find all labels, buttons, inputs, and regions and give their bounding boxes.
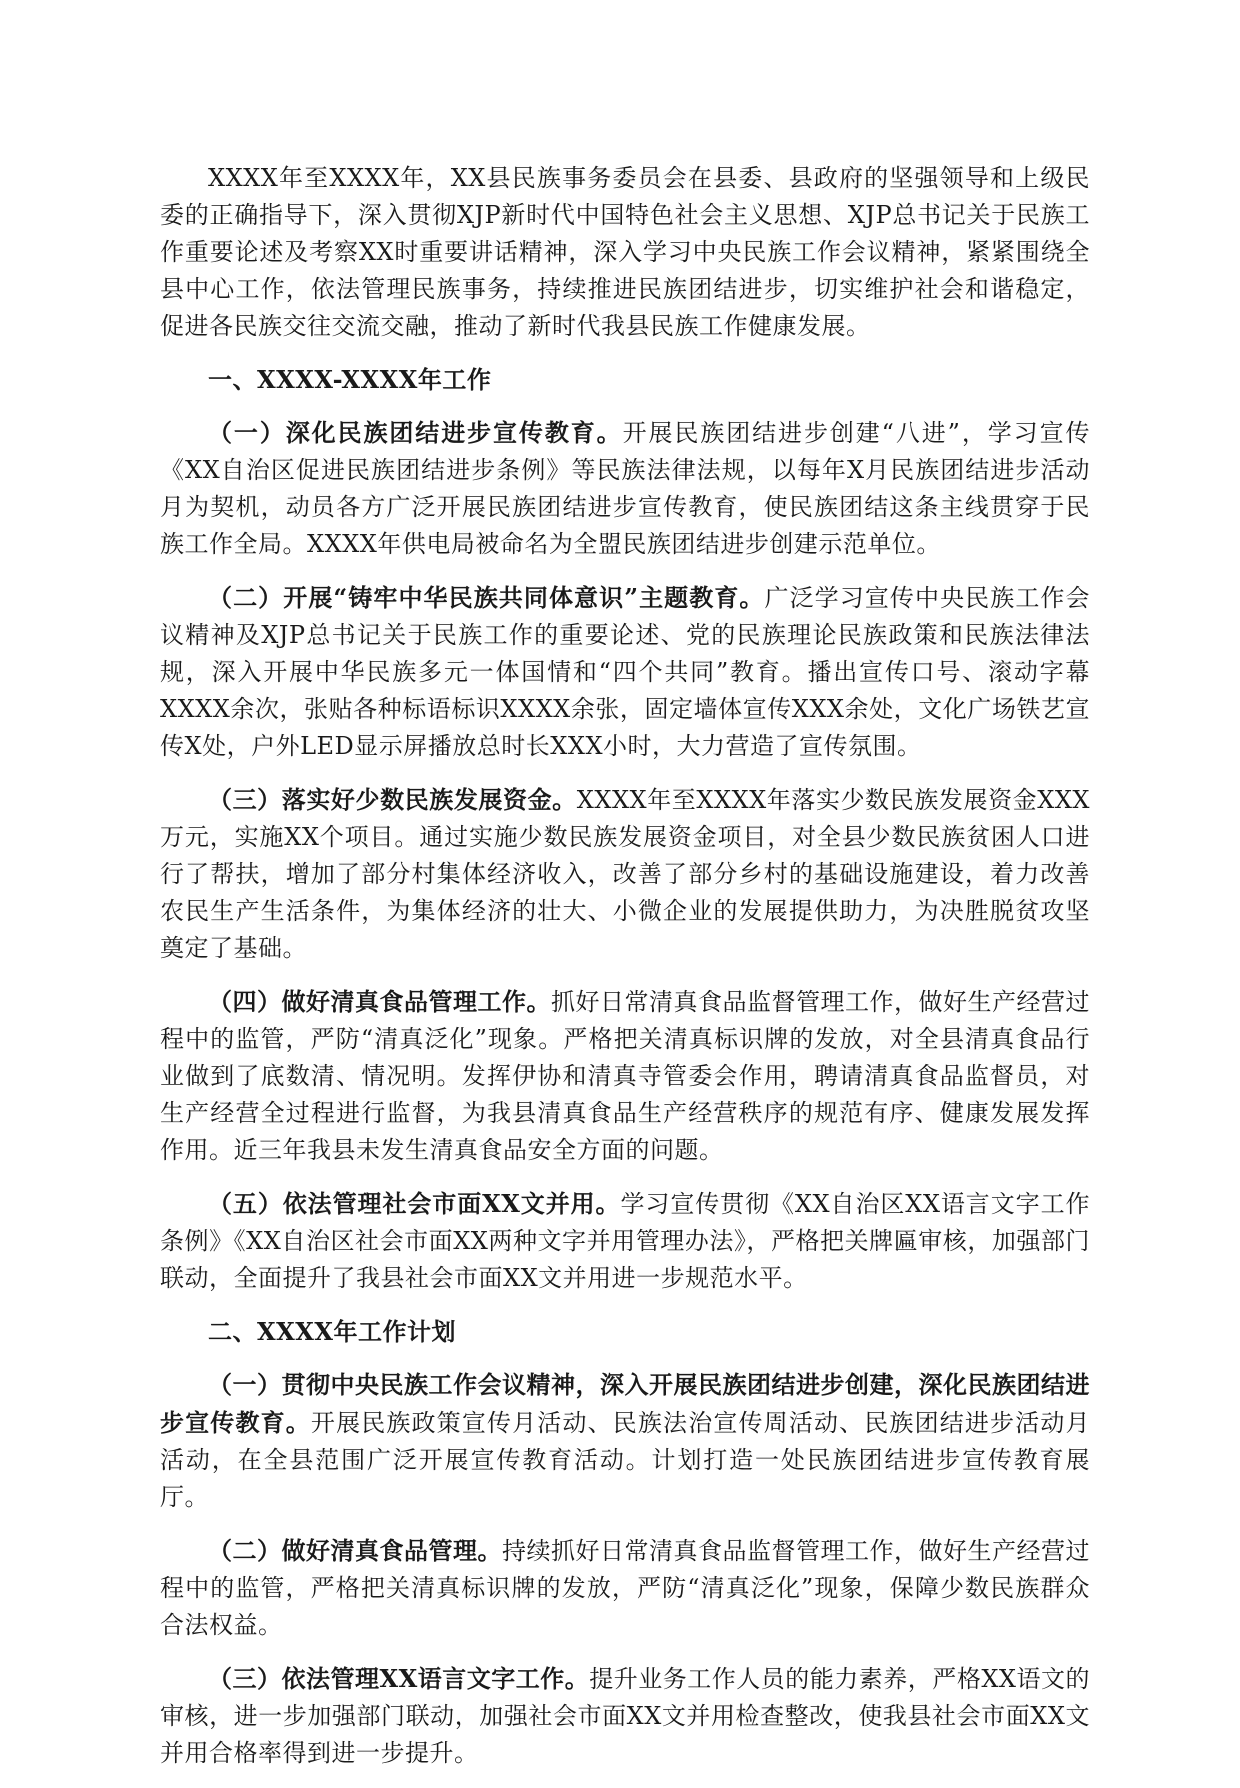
item-lead: （四）做好清真食品管理工作。 — [208, 987, 551, 1016]
item-lead: （三）落实好少数民族发展资金。 — [208, 785, 577, 814]
section2-heading: 二、XXXX年工作计划 — [208, 1317, 456, 1346]
section2-item-2 — [160, 1532, 1090, 1644]
item-lead: （三）依法管理XX语言文字工作。 — [208, 1664, 590, 1693]
item-lead: （五）依法管理社会市面XX文并用。 — [208, 1189, 621, 1218]
item-lead: （二）做好清真食品管理。 — [208, 1536, 502, 1565]
item-text: 提升业务工作人员的能力素养，严格XX语文的审核，进一步加强部门联动，加强社会市面XX文并用检查整改，使我县社会市面XX文并用合格率得到进一步提升。 — [160, 1665, 1090, 1767]
item-lead: （一）深化民族团结进步宣传教育。 — [208, 418, 623, 447]
section2-item-3 — [160, 1660, 1090, 1772]
item-text: 抓好日常清真食品监督管理工作，做好生产经营过程中的监管，严防“清真泛化”现象。严格把关清真标识牌的发放，对全县清真食品行业做到了底数清、情况明。发挥伊协和清真寺管委会作用，聘请清真食品监督员，对生产经营全过程进行监督，为我县清真食品生产经营秩序的规范有序、健康发展发挥作用。近三年我县未发生清真食品安全方面的问题。 — [160, 988, 1090, 1164]
section1-item-3 — [160, 781, 1090, 967]
intro-paragraph: XXXX年至XXXX年，XX县民族事务委员会在县委、县政府的坚强领导和上级民委的正确指导下，深入贯彻XJP新时代中国特色社会主义思想、XJP总书记关于民族工作重要论述及考察XX时重要讲话精神，深入学习中央民族工作会议精神，紧紧围绕全县中心工作，依法管理民族事务，持续推进民族团结进步，切实维护社会和谐稳定，促进各民族交往交流交融，推动了新时代我县民族工作健康发展。 — [160, 164, 1090, 340]
section1-heading: 一、XXXX-XXXX年工作 — [208, 365, 492, 394]
item-lead: （二）开展“铸牢中华民族共同体意识”主题教育。 — [208, 583, 765, 612]
section1-item-5 — [160, 1185, 1090, 1297]
section2-item-1 — [160, 1366, 1090, 1516]
document-page — [160, 160, 1090, 1788]
item-text: 开展民族团结进步创建“八进”，学习宣传《XX自治区促进民族团结进步条例》等民族法律法规，以每年X月民族团结进步活动月为契机，动员各方广泛开展民族团结进步宣传教育，使民族团结这条主线贯穿于民族工作全局。XXXX年供电局被命名为全盟民族团结进步创建示范单位。 — [160, 419, 1091, 558]
item-text: XXXX年至XXXX年落实少数民族发展资金XXX万元，实施XX个项目。通过实施少数民族发展资金项目，对全县少数民族贫困人口进行了帮扶，增加了部分村集体经济收入，改善了部分乡村的基础设施建设，着力改善农民生产生活条件，为集体经济的壮大、小微企业的发展提供助力，为决胜脱贫攻坚奠定了基础。 — [160, 786, 1090, 962]
section1-item-2 — [160, 579, 1090, 765]
item-text: 开展民族政策宣传月活动、民族法治宣传周活动、民族团结进步活动月活动，在全县范围广泛开展宣传教育活动。计划打造一处民族团结进步宣传教育展厅。 — [160, 1409, 1091, 1511]
item-text: 持续抓好日常清真食品监督管理工作，做好生产经营过程中的监管，严格把关清真标识牌的发放，严防“清真泛化”现象，保障少数民族群众合法权益。 — [160, 1537, 1090, 1639]
section1-item-1 — [160, 414, 1090, 563]
item-text: 学习宣传贯彻《XX自治区XX语言文字工作条例》《XX自治区社会市面XX两种文字并用管理办法》，严格把关牌匾审核，加强部门联动，全面提升了我县社会市面XX文并用进一步规范水平。 — [160, 1190, 1090, 1292]
item-text: 广泛学习宣传中央民族工作会议精神及XJP总书记关于民族工作的重要论述、党的民族理论民族政策和民族法律法规，深入开展中华民族多元一体国情和“四个共同”教育。播出宣传口号、滚动字幕XXXX余次，张贴各种标语标识XXXX余张，固定墙体宣传XXX余处，文化广场铁艺宣传X处，户外LED显示屏播放总时长XXX小时，大力营造了宣传氛围。 — [160, 584, 1091, 760]
section1-item-4 — [160, 983, 1090, 1169]
item-lead: （一）贯彻中央民族工作会议精神，深入开展民族团结进步创建，深化民族团结进步宣传教育。 — [160, 1370, 1090, 1437]
